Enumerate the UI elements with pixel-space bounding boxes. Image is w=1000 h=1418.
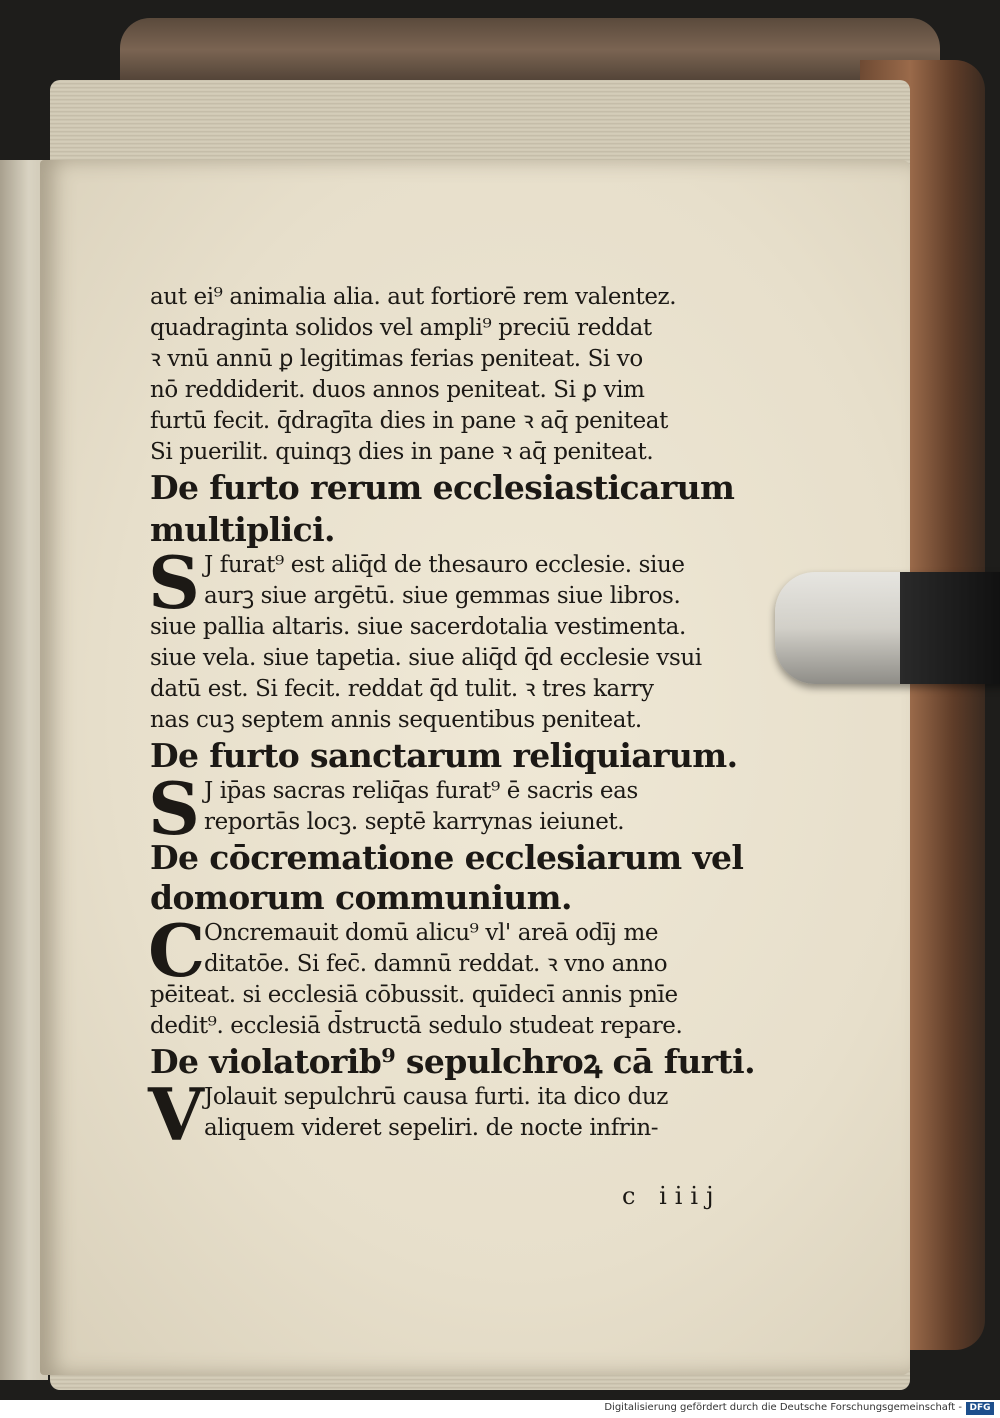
section-heading: De furto rerum ecclesiasticarum xyxy=(150,468,735,507)
paragraph xyxy=(148,1072,750,1157)
section-heading: De violatorib⁹ sepulchroꝝ cā furti. xyxy=(150,1042,755,1081)
text-line: furtū fecit. q̄dragīta dies in pane ꝛ aq̄ peniteat xyxy=(150,408,668,434)
paragraph xyxy=(148,766,750,851)
paragraph-continued xyxy=(150,282,750,468)
text-line: J furat⁹ est aliq̄d de thesauro ecclesie. siue xyxy=(204,552,685,578)
text-line: nas cuꝫ septem annis sequentibus peniteat. xyxy=(150,707,642,733)
text-line: Oncremauit domū alicu⁹ vl' areā odīj me xyxy=(204,920,659,946)
drop-initial: S xyxy=(148,540,200,625)
clamp-shadow xyxy=(900,572,1000,684)
text-line: dedit⁹. ecclesiā d̄structā sedulo studeat repare. xyxy=(150,1013,683,1039)
signature-mark: c iiij xyxy=(622,1182,722,1210)
text-line: pēiteat. si ecclesiā cōbussit. quīdecī annis pnīe xyxy=(150,982,678,1008)
footer-bar xyxy=(0,1400,1000,1418)
drop-initial: C xyxy=(148,908,205,993)
section-heading: De cōcrematione ecclesiarum vel xyxy=(150,838,744,877)
text-line: aurꝫ siue argētū. siue gemmas siue libros. xyxy=(204,583,681,609)
footer-credit: Digitalisierung gefördert durch die Deutsche Forschungsgemeinschaft - xyxy=(604,1402,962,1413)
section-heading: domorum communium. xyxy=(150,878,572,917)
text-line: siue pallia altaris. siue sacerdotalia vestimenta. xyxy=(150,614,686,640)
section-heading: multiplici. xyxy=(150,510,335,549)
text-line: quadraginta solidos vel ampli⁹ preciū reddat xyxy=(150,315,652,341)
paragraph xyxy=(148,540,750,736)
text-line: J ip̄as sacras reliq̄as furat⁹ ē sacris eas xyxy=(204,778,638,804)
text-line: reportās locꝫ. septē karrynas ieiunet. xyxy=(204,809,625,835)
drop-initial: S xyxy=(148,766,200,851)
text-line: siue vela. siue tapetia. siue aliq̄d q̄d ecclesie vsui xyxy=(150,645,702,671)
dfg-logo: DFG xyxy=(966,1402,994,1415)
drop-initial: V xyxy=(148,1072,204,1157)
text-line: ꝛ vnū annū ꝑ legitimas ferias peniteat. Si vo xyxy=(150,346,643,372)
section-heading: De furto sanctarum reliquiarum. xyxy=(150,736,738,775)
paragraph xyxy=(148,908,750,1042)
text-line: nō reddiderit. duos annos peniteat. Si ꝑ vim xyxy=(150,377,645,403)
text-line: datū est. Si fecit. reddat q̄d tulit. ꝛ tres karry xyxy=(150,676,654,702)
text-line: Si puerilit. quinqꝫ dies in pane ꝛ aq̄ peniteat. xyxy=(150,439,654,465)
page-text xyxy=(148,282,755,1157)
text-line: Jolauit sepulchrū causa furti. ita dico duz xyxy=(204,1084,668,1110)
text-line: aut ei⁹ animalia alia. aut fortiorē rem valentez. xyxy=(150,284,677,310)
text-line: aliquem videret sepeliri. de nocte infrin- xyxy=(204,1115,659,1141)
text-line: ditatōe. Si fec̄. damnū reddat. ꝛ vno anno xyxy=(204,951,668,977)
